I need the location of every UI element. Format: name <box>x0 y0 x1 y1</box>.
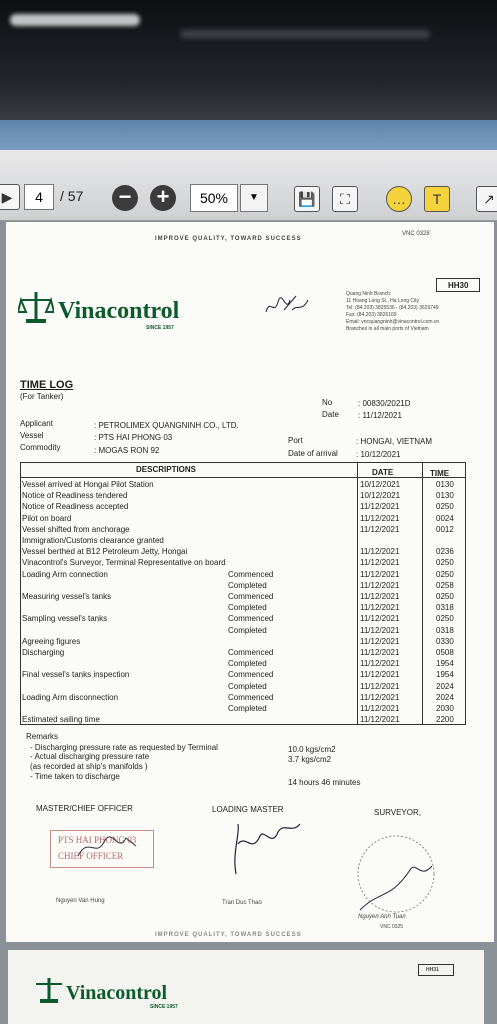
row-date: 11/12/2021 <box>360 692 400 702</box>
row-time: 0130 <box>436 491 454 501</box>
row-date: 11/12/2021 <box>360 625 400 635</box>
remarks-value: 3.7 kgs/cm2 <box>288 755 332 764</box>
row-status: Commenced <box>228 692 274 702</box>
document-subtitle: (For Tanker) <box>20 392 64 401</box>
row-time: 0250 <box>436 558 454 568</box>
row-description: Notice of Readiness accepted <box>22 502 129 512</box>
footer-slogan: IMPROVE QUALITY, TOWARD SUCCESS <box>155 932 302 938</box>
remarks-line: - Time taken to discharge <box>30 772 120 781</box>
surveyor-stamp-signature <box>350 830 440 920</box>
row-description: Discharging <box>22 648 65 657</box>
date-label: Date <box>322 410 339 419</box>
row-date: 11/12/2021 <box>360 603 400 613</box>
row-status: Completed <box>228 625 267 635</box>
row-time: 0330 <box>436 636 454 646</box>
surveyor-code: VNC 0325 <box>380 924 404 930</box>
row-description: Vessel shifted from anchorage <box>22 524 130 534</box>
zoom-out-icon[interactable]: − <box>112 185 138 211</box>
row-description: Measuring vessel's tanks <box>22 592 112 601</box>
surveyor-title: SURVEYOR, <box>374 808 421 817</box>
row-date: 11/12/2021 <box>360 580 400 590</box>
row-date: 11/12/2021 <box>360 614 400 624</box>
row-time: 1954 <box>436 659 454 669</box>
loading-master-title: LOADING MASTER <box>212 805 284 814</box>
row-time: 0024 <box>436 513 454 523</box>
no-value: : 00830/2021D <box>358 399 411 408</box>
row-time: 0250 <box>436 592 454 601</box>
row-status: Commenced <box>228 648 274 657</box>
row-description: Notice of Readiness tendered <box>22 491 128 501</box>
commodity-label: Commodity <box>20 443 61 452</box>
row-status: Completed <box>228 603 267 613</box>
branch-line: Quang Ninh Branch: <box>346 291 392 297</box>
doc-code: VNC 0328 <box>402 231 430 237</box>
loading-master-signature <box>226 814 306 880</box>
row-date: 11/12/2021 <box>360 547 400 557</box>
row-date: 11/12/2021 <box>360 569 400 579</box>
vessel-label: Vessel <box>20 431 44 440</box>
since-label: SINCE 1957 <box>146 325 174 331</box>
row-date: 11/12/2021 <box>360 648 400 657</box>
arrival-value: : 10/12/2021 <box>356 450 401 459</box>
next-page-logo: Vinacontrol <box>66 982 168 1004</box>
row-status: Completed <box>228 681 267 691</box>
row-status: Commenced <box>228 614 274 624</box>
row-time: 0236 <box>436 547 454 557</box>
row-description: Agreeing figures <box>22 636 81 646</box>
row-status: Completed <box>228 580 267 590</box>
row-description: Vinacontrol's Surveyor, Terminal Representative on board <box>22 558 226 568</box>
save-icon[interactable]: 💾 <box>294 186 320 212</box>
branch-line: Email: vncquangninh@vinacontrol.com.vn <box>346 319 440 325</box>
stamp-text: PTS HAI PHONG 03 <box>58 835 137 845</box>
fit-page-icon[interactable]: ⛶ <box>332 186 358 212</box>
port-label: Port <box>288 436 303 445</box>
chevron-down-icon[interactable]: ▼ <box>240 184 268 212</box>
zoom-in-icon[interactable]: + <box>150 185 176 211</box>
row-time: 0250 <box>436 569 454 579</box>
row-description: Sampling vessel's tanks <box>22 614 108 624</box>
master-title: MASTER/CHIEF OFFICER <box>36 804 133 813</box>
row-date: 11/12/2021 <box>360 659 400 669</box>
company-logo: Vinacontrol <box>58 298 180 324</box>
row-description: Pilot on board <box>22 513 72 523</box>
row-time: 0130 <box>436 480 454 489</box>
row-description: Loading Arm connection <box>22 569 108 579</box>
highlight-icon[interactable]: T <box>424 186 450 212</box>
row-status: Commenced <box>228 569 274 579</box>
fullscreen-icon[interactable]: ↗ <box>476 186 497 212</box>
applicant-label: Applicant <box>20 419 53 428</box>
page-number-input[interactable]: 4 <box>24 184 54 210</box>
form-code: HH30 <box>448 281 469 290</box>
column-header: TIME <box>430 469 450 478</box>
table-divider <box>422 462 423 725</box>
row-time: 0012 <box>436 524 454 534</box>
screen-glare <box>180 30 430 38</box>
comment-icon[interactable]: … <box>386 186 412 212</box>
next-form-code: HH31 <box>426 967 439 973</box>
row-description: Vessel berthed at B12 Petroleum Jetty, Hongai <box>22 547 188 557</box>
date-value: : 11/12/2021 <box>358 411 402 420</box>
row-time: 2024 <box>436 681 454 691</box>
row-date: 10/12/2021 <box>360 491 401 501</box>
row-date: 11/12/2021 <box>360 670 400 680</box>
loading-master-name: Tran Duc Thao <box>222 900 262 906</box>
initials-signature <box>262 290 314 324</box>
row-date: 11/12/2021 <box>360 558 400 568</box>
header-slogan: IMPROVE QUALITY, TOWARD SUCCESS <box>155 236 302 242</box>
row-date: 11/12/2021 <box>360 636 400 646</box>
remarks-value: 10.0 kgs/cm2 <box>288 745 336 754</box>
remarks-line: - Discharging pressure rate as requested by Terminal <box>30 743 218 752</box>
row-time: 0508 <box>436 648 454 657</box>
window-titlebar <box>0 120 497 150</box>
remarks-line: (as recorded at ship's manifolds ) <box>30 762 148 771</box>
surveyor-name: Nguyen Anh Tuan <box>358 914 406 920</box>
branch-line: Tel: (84.203) 3825536 - (84.203) 3629749 <box>346 305 439 311</box>
row-time: 0250 <box>436 614 454 624</box>
screen-glare <box>10 14 140 26</box>
stamp-text: CHIEF OFFICER <box>58 851 124 861</box>
row-status: Commenced <box>228 670 274 680</box>
arrival-label: Date of arrival <box>288 449 338 458</box>
column-header: DESCRIPTIONS <box>136 465 197 474</box>
branch-line: Fax: (84.203) 3826169 <box>346 312 397 318</box>
master-name: Nguyen Van Hung <box>56 898 105 904</box>
row-time: 0318 <box>436 625 454 635</box>
commodity-value: : MOGAS RON 92 <box>94 446 160 455</box>
row-date: 11/12/2021 <box>360 513 400 523</box>
row-time: 2030 <box>436 704 454 713</box>
scales-logo-icon <box>34 976 64 1004</box>
previous-page-icon[interactable]: ▶ <box>0 184 20 210</box>
branch-line: 11 Hoang Long St., Ha Long City <box>346 298 420 304</box>
row-date: 11/12/2021 <box>360 681 400 691</box>
no-label: No <box>322 398 333 407</box>
row-description: Immigration/Customs clearance granted <box>22 536 164 545</box>
row-time: 0318 <box>436 603 454 613</box>
row-description: Estimated sailing time <box>22 715 100 725</box>
remarks-line: - Actual discharging pressure rate <box>30 752 150 761</box>
row-status: Completed <box>228 659 267 669</box>
row-time: 2024 <box>436 692 454 702</box>
document-title: TIME LOG <box>20 379 74 391</box>
master-signature <box>74 828 144 864</box>
row-date: 11/12/2021 <box>360 524 400 534</box>
page-total-label: / 57 <box>60 188 84 204</box>
row-time: 2200 <box>436 715 454 725</box>
row-status: Commenced <box>228 592 274 601</box>
row-date: 10/12/2021 <box>360 480 401 489</box>
row-date: 11/12/2021 <box>360 502 400 512</box>
row-time: 0250 <box>436 502 454 512</box>
row-date: 11/12/2021 <box>360 715 400 725</box>
port-value: : HONGAI, VIETNAM <box>356 437 433 446</box>
remarks-title: Remarks <box>26 732 59 741</box>
vessel-value: : PTS HAI PHONG 03 <box>94 433 173 442</box>
row-description: Final vessel's tanks inspection <box>22 670 130 680</box>
table-divider <box>20 477 466 478</box>
applicant-value: : PETROLIMEX QUANGNINH CO., LTD. <box>94 421 239 430</box>
scales-logo-icon <box>18 290 54 324</box>
column-header: DATE <box>372 468 394 477</box>
branch-line: Branches in all main ports of Vietnam <box>346 326 429 332</box>
zoom-level-field[interactable]: 50% <box>190 184 238 212</box>
row-description: Vessel arrived at Hongai Pilot Station <box>22 480 154 489</box>
row-time: 1954 <box>436 670 454 680</box>
row-description: Loading Arm disconnection <box>22 692 119 702</box>
next-page-since: SINCE 1957 <box>150 1004 178 1010</box>
row-date: 11/12/2021 <box>360 592 400 601</box>
table-divider <box>357 462 358 725</box>
row-time: 0258 <box>436 580 454 590</box>
row-status: Completed <box>228 704 267 713</box>
remarks-value: 14 hours 46 minutes <box>288 778 361 787</box>
row-date: 11/12/2021 <box>360 704 400 713</box>
